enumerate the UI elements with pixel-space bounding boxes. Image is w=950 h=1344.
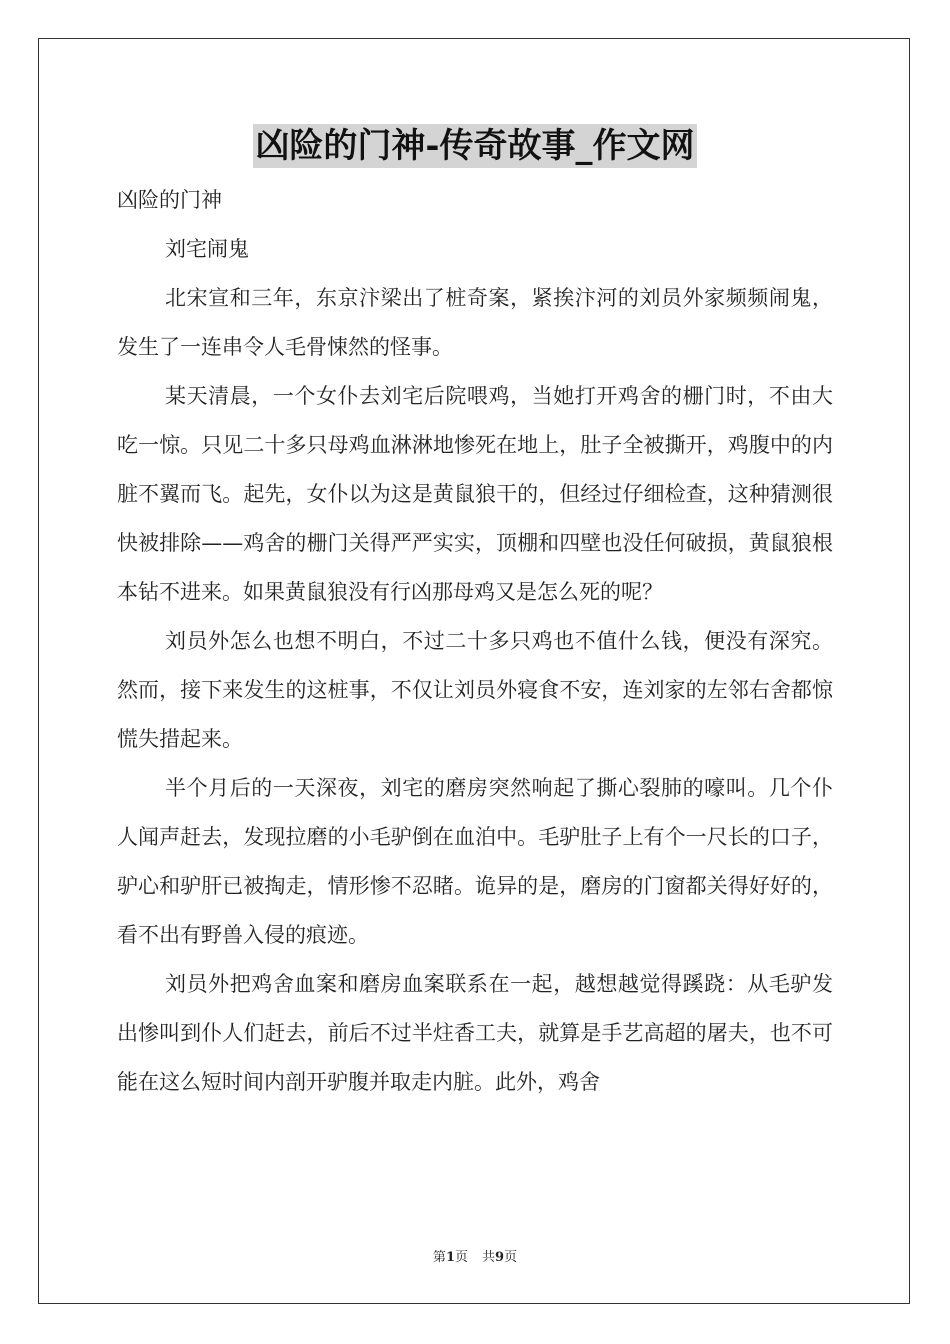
- title-container: [0, 124, 950, 168]
- page-footer: [0, 1246, 950, 1265]
- paragraph: 某天清晨，一个女仆去刘宅后院喂鸡，当她打开鸡舍的栅门时，不由大吃一惊。只见二十多只母鸡血淋淋地惨死在地上，肚子全被撕开，鸡腹中的内脏不翼而飞。起先，女仆以为这是黄鼠狼干的，但经过仔细检查，这种猜测很快被排除——鸡舍的栅门关得严严实实，顶棚和四壁也没任何破损，黄鼠狼根本钻不进来。如果黄鼠狼没有行凶那母鸡又是怎么死的呢？: [117, 384, 833, 604]
- document-body: [117, 176, 833, 1107]
- section-title: 凶险的门神: [117, 188, 222, 212]
- paragraph: 北宋宣和三年，东京汴梁出了桩奇案，紧挨汴河的刘员外家频频闹鬼，发生了一连串令人毛骨悚然的怪事。: [117, 286, 833, 359]
- paragraph: 刘员外把鸡舍血案和磨房血案联系在一起，越想越觉得蹊跷：从毛驴发出惨叫到仆人们赶去，前后不过半炷香工夫，就算是手艺高超的屠夫，也不可能在这么短时间内剖开驴腹并取走内脏。此外，鸡舍: [117, 972, 833, 1094]
- paragraph: 半个月后的一天深夜，刘宅的磨房突然响起了撕心裂肺的嚎叫。几个仆人闻声赶去，发现拉磨的小毛驴倒在血泊中。毛驴肚子上有个一尺长的口子，驴心和驴肝已被掏走，情形惨不忍睹。诡异的是，磨房的门窗都关得好好的，看不出有野兽入侵的痕迹。: [117, 776, 833, 947]
- page-total: 共9页: [482, 1250, 518, 1265]
- document-title: 凶险的门神-传奇故事_作文网: [255, 126, 695, 166]
- paragraph: 刘员外怎么也想不明白，不过二十多只鸡也不值什么钱，便没有深究。然而，接下来发生的这桩事，不仅让刘员外寝食不安，连刘家的左邻右舍都惊慌失措起来。: [117, 629, 833, 751]
- subsection-title: 刘宅闹鬼: [165, 237, 249, 261]
- page-number: 第1页: [432, 1250, 468, 1265]
